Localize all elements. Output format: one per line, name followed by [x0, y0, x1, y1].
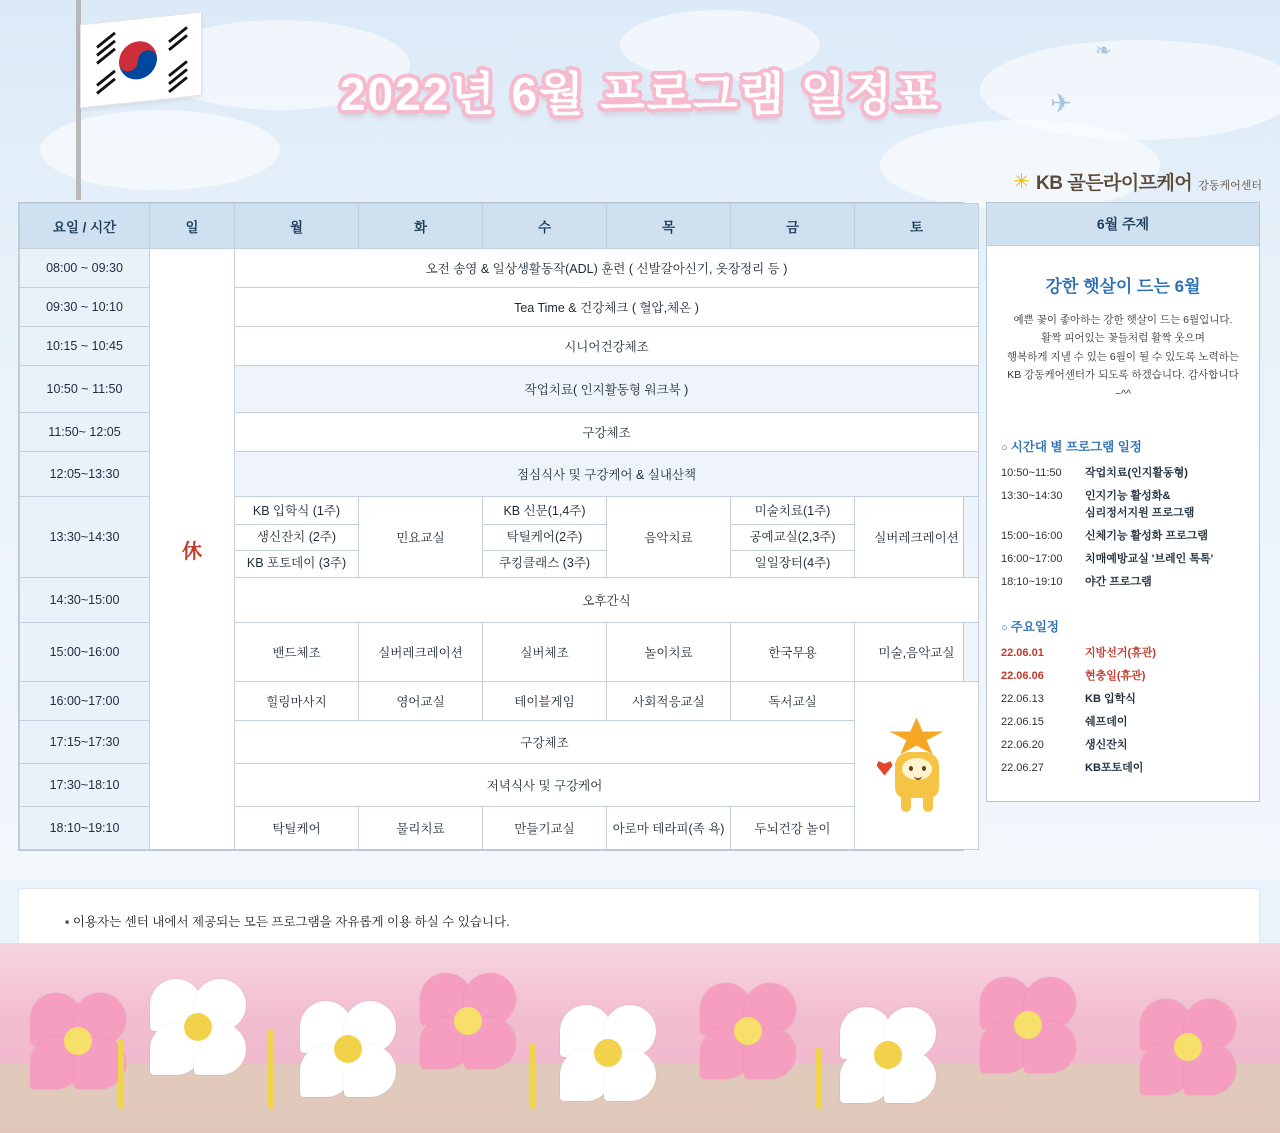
mascot-eye	[922, 766, 926, 771]
schedule-time: 10:50~11:50	[1001, 466, 1062, 479]
schedule-name: 야간 프로그램	[1085, 576, 1152, 589]
description-line: 행복하게 지낼 수 있는 6월이 될 수 있도록 노력하는	[1006, 350, 1240, 363]
flower-icon	[700, 983, 796, 1079]
page-title: 2022년 6월 프로그램 일정표	[339, 68, 941, 120]
header-cell: 화	[359, 204, 483, 249]
program-line: 일일장터(4주)	[754, 555, 831, 570]
program-line: KB 신문(1,4주)	[483, 499, 606, 525]
schedule-table	[19, 203, 979, 850]
description-line: KB 강동케어센터가 되도록 하겠습니다. 감사합니다~^^	[1007, 369, 1239, 400]
schedule-name: 인지기능 활성화&	[1085, 489, 1171, 502]
program-cell: 음악치료	[607, 497, 731, 578]
schedule-row	[1001, 574, 1245, 591]
event-date: 22.06.20	[1001, 739, 1044, 752]
flower-icon	[840, 1007, 936, 1103]
program-cell: 실버레크레이션	[359, 623, 483, 682]
event-name: 지방선거(휴관)	[1085, 647, 1157, 660]
event-row	[1001, 714, 1245, 731]
event-date: 22.06.01	[1001, 647, 1044, 660]
event-date: 22.06.06	[1001, 670, 1044, 683]
sunday-rest-cell: 休	[150, 249, 235, 850]
header-cell: 토	[855, 204, 979, 249]
program-cell: 힐링마사지	[235, 682, 359, 721]
time-cell: 12:05~13:30	[20, 452, 150, 497]
program-cell: 오전 송영 & 일상생활동작(ADL) 훈련 ( 신발갈아신기, 옷장정리 등 )	[235, 249, 979, 288]
program-cell: 구강체조	[235, 721, 855, 764]
program-cell: 테이블게임	[483, 682, 607, 721]
flower-icon	[150, 979, 246, 1075]
program-line: KB 포토데이 (3주)	[246, 555, 347, 570]
brand-center: 강동케어센터	[1198, 180, 1262, 192]
program-cell	[483, 497, 607, 578]
event-row	[1001, 737, 1245, 754]
program-cell: 민요교실	[359, 497, 483, 578]
schedule-row	[1001, 465, 1245, 482]
mascot-leg	[923, 796, 933, 812]
mascot-eye	[909, 766, 913, 771]
bird-icon: ❧	[1095, 40, 1112, 62]
schedule-time: 13:30~14:30	[1001, 489, 1063, 502]
monthly-theme-panel	[986, 202, 1260, 802]
schedule-time: 18:10~19:10	[1001, 576, 1063, 589]
header-cell: 수	[483, 204, 607, 249]
program-cell: 영어교실	[359, 682, 483, 721]
events-section-title: ○ 주요일정	[1001, 617, 1245, 635]
schedule-name: 신체기능 활성화 프로그램	[1085, 530, 1208, 543]
event-row	[1001, 668, 1245, 685]
flower-icon	[420, 973, 516, 1069]
event-date: 22.06.13	[1001, 693, 1044, 706]
panel-header: 6월 주제	[987, 203, 1259, 246]
program-cell: 물리치료	[359, 807, 483, 850]
flower-decoration	[0, 943, 1280, 1133]
program-cell: 만들기교실	[483, 807, 607, 850]
program-cell: 밴드체조	[235, 623, 359, 682]
time-cell: 16:00~17:00	[20, 682, 150, 721]
header-cell: 금	[731, 204, 855, 249]
mascot-character-icon	[875, 718, 959, 814]
flower-icon	[300, 1001, 396, 1097]
flower-icon	[560, 1005, 656, 1101]
description-line: 예쁜 꽃이 좋아하는 강한 햇살이 드는 6월입니다.	[1013, 314, 1233, 326]
time-cell: 10:15 ~ 10:45	[20, 327, 150, 366]
mascot-cell	[855, 682, 979, 850]
header-cell: 목	[607, 204, 731, 249]
event-date: 22.06.15	[1001, 716, 1044, 729]
schedule-time: 15:00~16:00	[1001, 530, 1063, 543]
program-cell: Tea Time & 건강체크 ( 혈압,체온 )	[235, 288, 979, 327]
program-line: 탁틸케어(2주)	[483, 525, 606, 551]
heart-icon	[877, 760, 893, 776]
program-cell: 오후간식	[235, 578, 979, 623]
program-cell: 실버체조	[483, 623, 607, 682]
program-cell: 미술,음악교실	[855, 623, 979, 682]
time-cell: 08:00 ~ 09:30	[20, 249, 150, 288]
program-cell: 시니어건강체조	[235, 327, 979, 366]
program-cell	[731, 497, 855, 578]
stem	[118, 1039, 124, 1109]
event-name: KB 입학식	[1085, 693, 1136, 706]
program-cell: 한국무용	[731, 623, 855, 682]
event-name: 쉐프데이	[1085, 716, 1128, 729]
stem	[268, 1029, 274, 1109]
stem	[816, 1047, 822, 1109]
program-cell: 실버레크레이션	[855, 497, 979, 578]
brand-logo	[1013, 168, 1262, 195]
flower-icon	[1140, 999, 1236, 1095]
event-name: 생신잔치	[1085, 739, 1128, 752]
program-cell: 놀이치료	[607, 623, 731, 682]
event-date: 22.06.27	[1001, 762, 1044, 775]
program-cell: 저녁식사 및 구강케어	[235, 764, 855, 807]
schedule-name-second-line: 심리정서지원 프로그램	[1085, 506, 1195, 519]
program-cell: 탁틸케어	[235, 807, 359, 850]
program-cell: 두뇌건강 놀이	[731, 807, 855, 850]
events-section	[1001, 617, 1245, 777]
event-row	[1001, 691, 1245, 708]
event-name: 현충일(휴관)	[1085, 670, 1146, 683]
note-item: ▪ 이용자는 센터 내에서 제공되는 모든 프로그램을 자유롭게 이용 하실 수 있습니다.	[65, 915, 1259, 930]
table-row	[20, 249, 979, 288]
schedule-name: 작업치료(인지활동형)	[1085, 466, 1188, 479]
event-name: KB포토데이	[1085, 762, 1144, 775]
event-row	[1001, 760, 1245, 777]
description-line: 활짝 피어있는 꽃들처럼 활짝 웃으며	[1041, 332, 1205, 345]
schedule-section-title: ○ 시간대 별 프로그램 일정	[1001, 437, 1245, 455]
program-cell: 아로마 테라피(족 욕)	[607, 807, 731, 850]
time-cell: 17:30~18:10	[20, 764, 150, 807]
time-cell: 14:30~15:00	[20, 578, 150, 623]
time-cell: 13:30~14:30	[20, 497, 150, 578]
panel-heading: 강한 햇살이 드는 6월	[1045, 277, 1201, 296]
brand-name: KB 골든라이프케어	[1036, 173, 1193, 194]
schedule-section	[1001, 437, 1245, 591]
program-cell: 작업치료( 인지활동형 워크북 )	[235, 366, 979, 413]
program-line: 공예교실(2,3주)	[731, 525, 854, 551]
program-cell: 사회적응교실	[607, 682, 731, 721]
cloud-decoration	[880, 120, 1160, 210]
header-cell: 월	[235, 204, 359, 249]
header-cell: 일	[150, 204, 235, 249]
time-cell: 18:10~19:10	[20, 807, 150, 850]
program-line: 쿠킹클래스 (3주)	[498, 555, 591, 570]
time-cell: 15:00~16:00	[20, 623, 150, 682]
schedule-row	[1001, 488, 1245, 505]
program-line: KB 입학식 (1주)	[235, 499, 358, 525]
panel-body	[987, 246, 1259, 801]
schedule-time: 16:00~17:00	[1001, 553, 1063, 566]
program-cell: 구강체조	[235, 413, 979, 452]
schedule-name: 치매예방교실 '브레인 톡톡'	[1085, 553, 1214, 566]
time-cell: 11:50~ 12:05	[20, 413, 150, 452]
panel-description	[1001, 311, 1245, 403]
stem	[530, 1043, 536, 1109]
event-row	[1001, 645, 1245, 662]
time-cell: 10:50 ~ 11:50	[20, 366, 150, 413]
flower-icon	[980, 977, 1076, 1073]
schedule-row	[1001, 528, 1245, 545]
header-cell: 요일 / 시간	[20, 204, 150, 249]
time-cell: 17:15~17:30	[20, 721, 150, 764]
program-cell: 독서교실	[731, 682, 855, 721]
star-icon: ✳	[1013, 170, 1031, 193]
program-line: 생신잔치 (2주)	[235, 525, 358, 551]
program-line: 미술치료(1주)	[731, 499, 854, 525]
table-header-row	[20, 204, 979, 249]
program-cell: 점심식사 및 구강케어 & 실내산책	[235, 452, 979, 497]
mascot-leg	[901, 796, 911, 812]
flower-icon	[30, 993, 126, 1089]
schedule-table-container	[18, 202, 964, 851]
time-cell: 09:30 ~ 10:10	[20, 288, 150, 327]
schedule-row	[1001, 551, 1245, 568]
bird-icon: ✈	[1050, 88, 1072, 118]
program-cell	[235, 497, 359, 578]
